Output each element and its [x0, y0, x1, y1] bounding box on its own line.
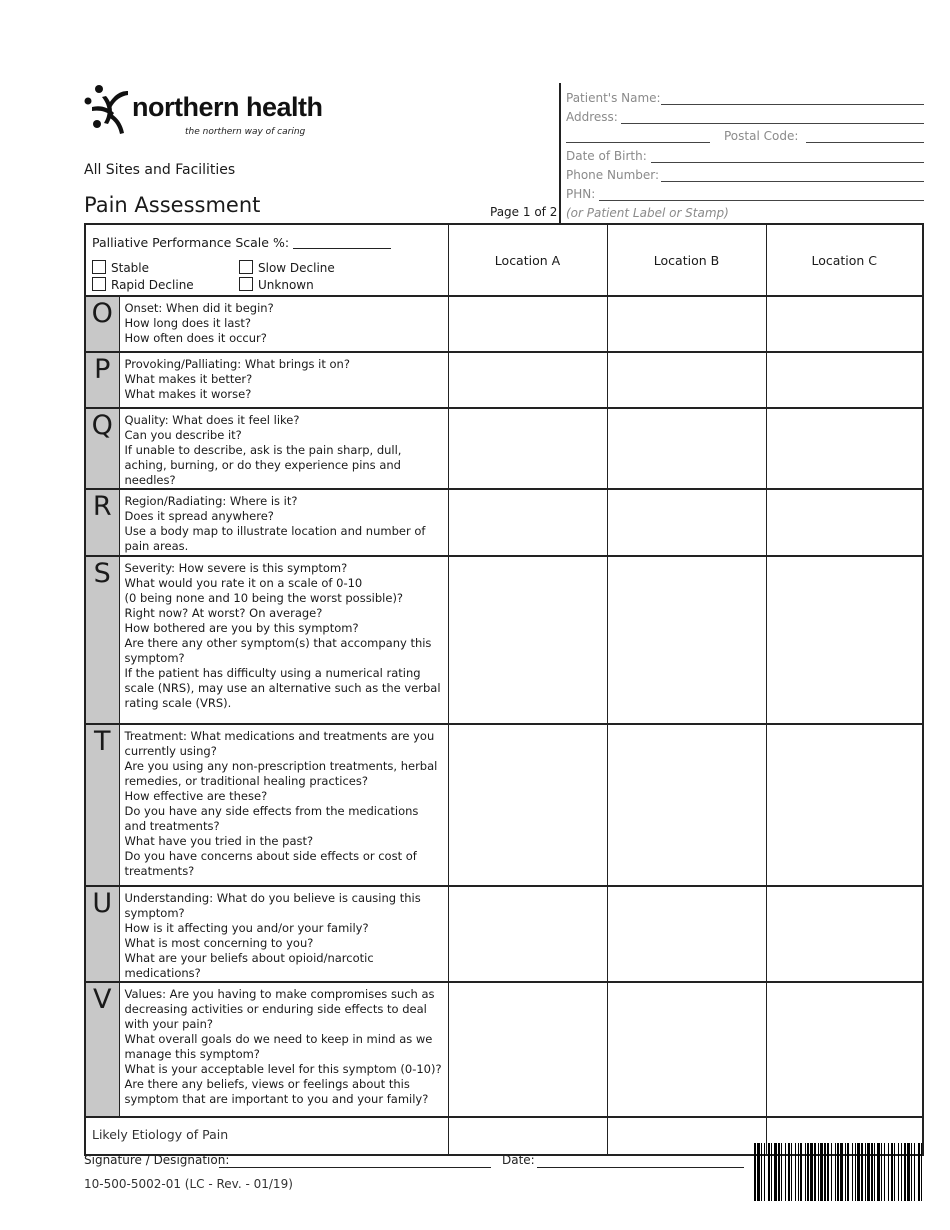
question-line: Severity: How severe is this symptom?	[124, 561, 348, 575]
question-line: Provoking/Palliating: What brings it on?	[124, 357, 350, 371]
table-row	[85, 489, 923, 556]
barcode-bar	[840, 1143, 843, 1201]
dob-label: Date of Birth:	[566, 149, 647, 163]
question-line: Region/Radiating: Where is it?	[124, 494, 298, 508]
pps-cell	[85, 224, 448, 296]
table-row	[85, 886, 923, 982]
barcode-bar	[824, 1143, 826, 1201]
checkbox-rapid-decline[interactable]	[92, 277, 194, 292]
date-field[interactable]	[537, 1167, 744, 1168]
barcode-bar	[764, 1143, 765, 1201]
location-c-cell[interactable]	[766, 352, 923, 408]
brand-tagline: the northern way of caring	[185, 127, 306, 137]
question-line: How effective are these?	[124, 789, 268, 803]
barcode-bar	[837, 1143, 839, 1201]
location-b-cell[interactable]	[607, 352, 766, 408]
barcode-bar	[888, 1143, 889, 1201]
location-c-header: Location C	[766, 224, 923, 296]
barcode-bar	[921, 1143, 922, 1201]
barcode-bar	[918, 1143, 920, 1201]
barcode-bar	[914, 1143, 915, 1201]
checkbox-box[interactable]	[92, 277, 106, 291]
mnemonic-letter: O	[85, 296, 119, 352]
pps-label: Palliative Performance Scale %:	[92, 235, 290, 250]
barcode-bar	[798, 1143, 799, 1201]
checkbox-unknown[interactable]	[239, 277, 314, 292]
barcode-bar	[907, 1143, 910, 1201]
barcode-bar	[877, 1143, 880, 1201]
barcode-bar	[795, 1143, 796, 1201]
barcode-bar	[818, 1143, 819, 1201]
question-cell	[119, 982, 448, 1117]
barcode-bar	[861, 1143, 863, 1201]
barcode-bar	[820, 1143, 823, 1201]
barcode-bar	[891, 1143, 893, 1201]
question-cell	[119, 724, 448, 886]
mnemonic-letter: S	[85, 556, 119, 724]
location-a-cell[interactable]	[448, 724, 607, 886]
question-line: If unable to describe, ask is the pain sharp, dull, aching, burning, or do they experience pins and needles?	[124, 443, 402, 487]
location-a-cell[interactable]	[448, 886, 607, 982]
question-line: Right now? At worst? On average?	[124, 606, 323, 620]
table-row	[85, 352, 923, 408]
location-c-cell[interactable]	[766, 489, 923, 556]
location-b-cell[interactable]	[607, 296, 766, 352]
question-line: Understanding: What do you believe is causing this symptom?	[124, 891, 421, 920]
barcode-bar	[778, 1143, 780, 1201]
barcode-bar	[911, 1143, 912, 1201]
barcode-bar	[754, 1143, 756, 1201]
barcode-bar	[894, 1143, 895, 1201]
barcode-bar	[810, 1143, 813, 1201]
brand-name: northern health	[132, 92, 323, 122]
phone-label: Phone Number:	[566, 168, 660, 182]
northern-health-logo	[84, 83, 323, 141]
phn-label: PHN:	[566, 187, 596, 201]
barcode-bar	[757, 1143, 760, 1201]
barcode-bar	[904, 1143, 906, 1201]
mnemonic-letter: V	[85, 982, 119, 1117]
signature-label: Signature / Designation:	[84, 1153, 230, 1167]
mnemonic-letter: R	[85, 489, 119, 556]
location-c-cell[interactable]	[766, 408, 923, 489]
question-line: How is it affecting you and/or your family?	[124, 921, 369, 935]
barcode-bar	[835, 1143, 836, 1201]
question-line: Do you have concerns about side effects or cost of treatments?	[124, 849, 417, 878]
barcode-bar	[827, 1143, 829, 1201]
barcode-bar	[845, 1143, 846, 1201]
location-c-cell[interactable]	[766, 556, 923, 724]
checkbox-label: Unknown	[258, 278, 314, 292]
location-b-cell[interactable]	[607, 489, 766, 556]
barcode-bar	[852, 1143, 853, 1201]
figures-icon	[84, 83, 130, 137]
question-line: Quality: What does it feel like?	[124, 413, 300, 427]
question-line: What overall goals do we need to keep in mind as we manage this symptom?	[124, 1032, 433, 1061]
barcode-bar	[831, 1143, 832, 1201]
barcode-bar	[781, 1143, 782, 1201]
dob-field[interactable]	[651, 162, 924, 163]
patient-label-note: (or Patient Label or Stamp)	[566, 206, 729, 220]
etiology-label: Likely Etiology of Pain	[85, 1117, 448, 1155]
checkbox-box[interactable]	[239, 277, 253, 291]
checkbox-stable[interactable]	[92, 260, 149, 275]
question-line: What is most concerning to you?	[124, 936, 314, 950]
date-label: Date:	[502, 1153, 535, 1167]
barcode-bar	[800, 1143, 802, 1201]
location-b-cell[interactable]	[607, 556, 766, 724]
table-row	[85, 556, 923, 724]
question-line: What is your acceptable level for this symptom (0-10)?	[124, 1062, 442, 1076]
question-line: Are you using any non-prescription treatments, herbal remedies, or traditional healing practices?	[124, 759, 438, 788]
patient-name-field[interactable]	[661, 104, 924, 105]
location-a-cell[interactable]	[448, 556, 607, 724]
question-cell	[119, 352, 448, 408]
barcode-bar	[771, 1143, 772, 1201]
question-line: What makes it better?	[124, 372, 253, 386]
location-c-cell[interactable]	[766, 886, 923, 982]
barcode-bar	[901, 1143, 902, 1201]
question-line: (0 being none and 10 being the worst possible)?	[124, 591, 404, 605]
question-cell	[119, 556, 448, 724]
location-a-cell[interactable]	[448, 1117, 607, 1155]
barcode-bar	[805, 1143, 806, 1201]
assessment-table	[84, 223, 924, 1156]
sites-label: All Sites and Facilities	[84, 162, 236, 178]
barcode-bar	[867, 1143, 870, 1201]
postal-code-field[interactable]	[806, 142, 924, 143]
question-line: How bothered are you by this symptom?	[124, 621, 359, 635]
mnemonic-letter: P	[85, 352, 119, 408]
location-a-cell[interactable]	[448, 489, 607, 556]
table-header-row	[85, 224, 923, 296]
question-line: What makes it worse?	[124, 387, 252, 401]
question-line: What are your beliefs about opioid/narcotic medications?	[124, 951, 374, 980]
barcode-bar	[857, 1143, 860, 1201]
address-field[interactable]	[621, 123, 924, 124]
question-line: Are there any beliefs, views or feelings about this symptom that are important to you and your family?	[124, 1077, 429, 1106]
barcode-bar	[807, 1143, 809, 1201]
question-cell	[119, 408, 448, 489]
question-cell	[119, 489, 448, 556]
address-line-2-field[interactable]	[566, 142, 710, 143]
location-b-cell[interactable]	[607, 982, 766, 1117]
form-number: 10-500-5002-01 (LC - Rev. - 01/19)	[84, 1177, 293, 1191]
barcode-bar	[881, 1143, 882, 1201]
question-line: If the patient has difficulty using a numerical rating scale (NRS), may use an alternative such as the verbal rating scale (VRS).	[124, 666, 441, 710]
page-title: Pain Assessment	[84, 193, 261, 217]
barcode-bar	[874, 1143, 875, 1201]
location-b-cell[interactable]	[607, 886, 766, 982]
question-line: How long does it last?	[124, 316, 251, 330]
location-b-header: Location B	[607, 224, 766, 296]
address-label: Address:	[566, 110, 618, 124]
location-b-cell[interactable]	[607, 1117, 766, 1155]
location-b-cell[interactable]	[607, 408, 766, 489]
question-line: What have you tried in the past?	[124, 834, 314, 848]
question-line: Onset: When did it begin?	[124, 301, 274, 315]
checkbox-label: Rapid Decline	[111, 278, 194, 292]
location-a-header: Location A	[448, 224, 607, 296]
barcode-bar	[871, 1143, 873, 1201]
barcode-bar	[761, 1143, 762, 1201]
location-a-cell[interactable]	[448, 352, 607, 408]
signature-field[interactable]	[219, 1167, 491, 1168]
phone-field[interactable]	[661, 181, 924, 182]
question-line: Treatment: What medications and treatments are you currently using?	[124, 729, 435, 758]
barcode-bar	[898, 1143, 899, 1201]
pps-input[interactable]	[293, 248, 391, 249]
patient-label-area	[559, 83, 924, 223]
postal-code-label: Postal Code:	[724, 129, 799, 143]
table-row	[85, 408, 923, 489]
question-line: Values: Are you having to make compromises such as decreasing activities or enduring side effects to deal with your pain?	[124, 987, 435, 1031]
question-line: Use a body map to illustrate location and number of pain areas.	[124, 524, 426, 553]
barcode-bar	[884, 1143, 885, 1201]
table-row	[85, 296, 923, 352]
location-a-cell[interactable]	[448, 296, 607, 352]
location-c-cell[interactable]	[766, 982, 923, 1117]
table-row	[85, 724, 923, 886]
question-cell	[119, 296, 448, 352]
barcode	[754, 1143, 923, 1201]
location-a-cell[interactable]	[448, 982, 607, 1117]
barcode-bar	[785, 1143, 786, 1201]
location-c-cell[interactable]	[766, 296, 923, 352]
barcode-bar	[847, 1143, 849, 1201]
mnemonic-letter: U	[85, 886, 119, 982]
mnemonic-letter: Q	[85, 408, 119, 489]
question-line: Does it spread anywhere?	[124, 509, 274, 523]
question-cell	[119, 886, 448, 982]
checkbox-box[interactable]	[92, 260, 106, 274]
barcode-bar	[855, 1143, 856, 1201]
checkbox-label: Slow Decline	[258, 261, 335, 275]
mnemonic-letter: T	[85, 724, 119, 886]
question-line: Are there any other symptom(s) that accompany this symptom?	[124, 636, 432, 665]
checkbox-label: Stable	[111, 261, 150, 275]
barcode-bar	[791, 1143, 792, 1201]
question-line: How often does it occur?	[124, 331, 267, 345]
barcode-bar	[788, 1143, 790, 1201]
checkbox-box[interactable]	[239, 260, 253, 274]
question-line: What would you rate it on a scale of 0-10	[124, 576, 363, 590]
barcode-bar	[865, 1143, 866, 1201]
location-c-cell[interactable]	[766, 724, 923, 886]
location-a-cell[interactable]	[448, 408, 607, 489]
phn-field[interactable]	[599, 200, 924, 201]
checkbox-slow-decline[interactable]	[239, 260, 335, 275]
page-indicator: Page 1 of 2	[490, 205, 558, 219]
patient-name-label: Patient's Name:	[566, 91, 661, 105]
barcode-bar	[814, 1143, 816, 1201]
barcode-bar	[768, 1143, 770, 1201]
table-row	[85, 982, 923, 1117]
barcode-bar	[774, 1143, 777, 1201]
question-line: Can you describe it?	[124, 428, 242, 442]
location-b-cell[interactable]	[607, 724, 766, 886]
question-line: Do you have any side effects from the medications and treatments?	[124, 804, 419, 833]
